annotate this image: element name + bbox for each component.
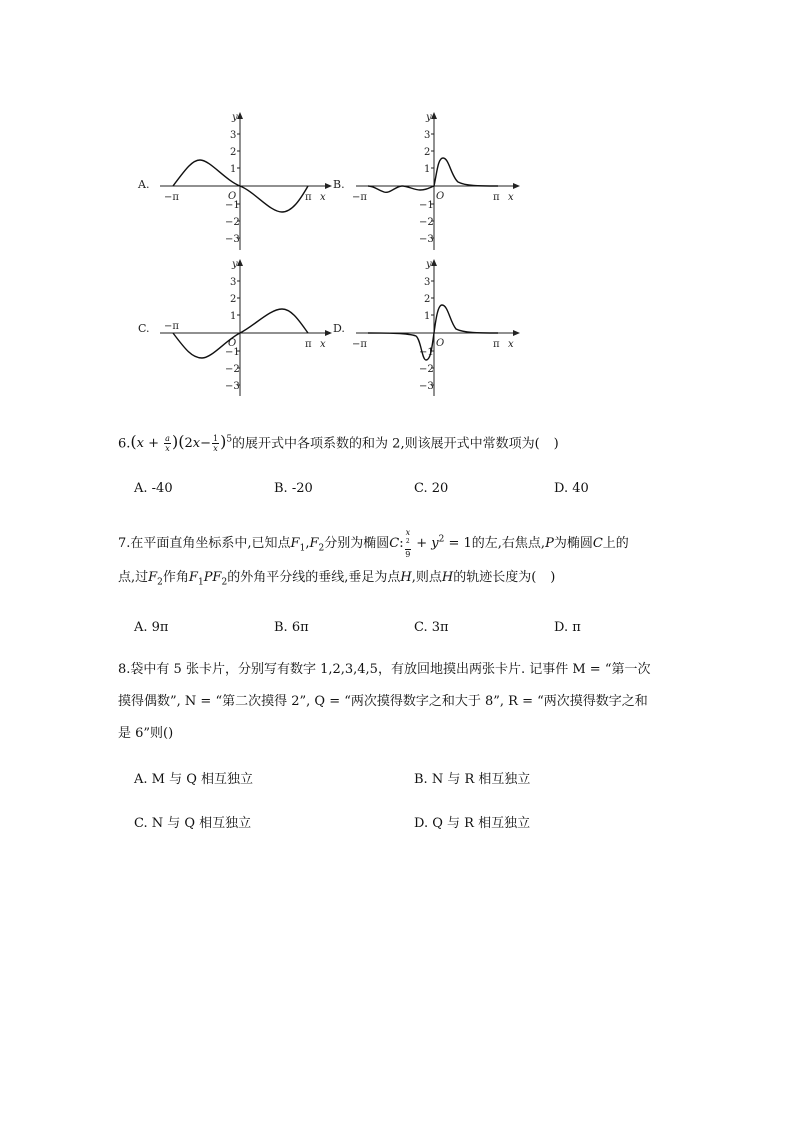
- graph-label: C.: [138, 322, 150, 335]
- origin-label: O: [436, 338, 445, 349]
- text-segment: 点,过: [118, 570, 149, 585]
- q7-option-a[interactable]: A. 9π: [134, 620, 169, 635]
- question-6: [118, 430, 559, 454]
- text-segment: 则点: [415, 570, 442, 585]
- question-8-line-1: 8.袋中有 5 张卡片，分别写有数字 1,2,3,4,5，有放回地摸出两张卡片. 记事件 M = “第一次: [118, 662, 651, 677]
- tick-label: −2: [225, 364, 240, 375]
- tick-label: 1: [230, 311, 237, 322]
- tick-label: 2: [230, 147, 237, 158]
- q8-option-b[interactable]: B. N 与 R 相互独立: [414, 772, 531, 787]
- text-segment: 上的: [602, 535, 629, 551]
- question-7-line-1: 7.在平面直角坐标系中,已知点$F_1,F_2$分别为椭圆C: x $^2$ 9 + $y^2 = 1$的左,右焦点,P为椭圆C上的: [118, 528, 629, 559]
- origin-label: O: [228, 338, 237, 349]
- pos-pi-label: π: [305, 192, 312, 203]
- tick-label: 1: [230, 164, 237, 175]
- tick-label: −3: [419, 234, 434, 245]
- pos-pi-label: π: [493, 339, 500, 350]
- graph-c-svg: [130, 256, 330, 401]
- question-8-line-3: 是 6”则(): [118, 726, 174, 741]
- tick-label: −3: [225, 234, 240, 245]
- paren-close: ): [553, 436, 559, 452]
- function-curve: [368, 158, 498, 192]
- tick-label: 2: [424, 294, 431, 305]
- tick-label: 1: [424, 311, 431, 322]
- question-number: 6.: [118, 436, 131, 452]
- tick-label: −1: [419, 200, 434, 211]
- origin-label: O: [436, 191, 445, 202]
- graph-label: A.: [138, 178, 150, 191]
- y-label: y: [426, 259, 432, 270]
- question-7-line-2: 点,过$F_2$作角$F_1PF_2$的外角平分线的垂线,垂足为点H,则点H的轨迹长度为( ): [118, 570, 556, 588]
- question-8-line-2: 摸得偶数”, N = “第二次摸得 2”, Q = “两次摸得数字之和大于 8”, R = “两次摸得数字之和: [118, 694, 648, 709]
- text-segment: 为椭圆: [553, 535, 593, 551]
- q8-option-a[interactable]: A. M 与 Q 相互独立: [134, 772, 254, 787]
- graph-option-b: [328, 110, 528, 259]
- x-label: x: [508, 192, 514, 203]
- tick-label: −2: [225, 217, 240, 228]
- q7-option-b[interactable]: B. 6π: [274, 620, 309, 635]
- text-segment: 的左,右焦点,: [471, 535, 546, 551]
- x-label: x: [320, 339, 326, 350]
- neg-pi-label: −π: [164, 192, 179, 203]
- x-arrow: [513, 183, 520, 189]
- y-label: y: [426, 112, 432, 123]
- y-arrow: [237, 112, 243, 119]
- neg-pi-label: −π: [352, 192, 367, 203]
- origin-label: O: [228, 191, 237, 202]
- text-segment: 分别为椭圆: [324, 535, 390, 551]
- text-segment: 在平面直角坐标系中,已知点: [130, 535, 291, 551]
- q7-option-d[interactable]: D. π: [554, 620, 581, 635]
- y-arrow: [431, 259, 437, 266]
- graph-option-d: [328, 256, 528, 405]
- graph-a-svg: [130, 110, 330, 255]
- tick-label: 2: [230, 294, 237, 305]
- tick-label: 3: [424, 130, 431, 141]
- y-arrow: [237, 259, 243, 266]
- q6-option-c[interactable]: C. 20: [414, 481, 449, 496]
- expression: (x + $\frac{a}{x}$ )(2x− $\frac{1}{x}$ )$^5$: [130, 432, 233, 454]
- neg-pi-label: −π: [352, 339, 367, 350]
- neg-pi-label: −π: [164, 321, 179, 332]
- tick-label: −3: [225, 381, 240, 392]
- tick-label: 2: [424, 147, 431, 158]
- tick-label: −1: [225, 200, 240, 211]
- tick-label: 3: [230, 130, 237, 141]
- q8-option-d[interactable]: D. Q 与 R 相互独立: [414, 816, 531, 831]
- x-arrow: [513, 330, 520, 336]
- tick-label: 1: [424, 164, 431, 175]
- text-segment: 的外角平分线的垂线,垂足为点: [227, 570, 401, 585]
- tick-label: −1: [419, 347, 434, 358]
- x-label: x: [320, 192, 326, 203]
- tick-label: −2: [419, 364, 434, 375]
- question-number: 7.: [118, 535, 131, 551]
- paren-close: ): [550, 570, 556, 585]
- graph-option-a: [130, 110, 330, 259]
- text-segment: 的轨迹长度为(: [453, 570, 537, 585]
- q6-option-a[interactable]: A. -40: [134, 481, 173, 496]
- graph-d-svg: [328, 256, 528, 401]
- tick-label: −2: [419, 217, 434, 228]
- q6-option-d[interactable]: D. 40: [554, 481, 589, 496]
- q8-option-c[interactable]: C. N 与 Q 相互独立: [134, 816, 252, 831]
- x-label: x: [508, 339, 514, 350]
- tick-label: −3: [419, 381, 434, 392]
- graph-label: B.: [333, 178, 345, 191]
- graph-option-c: [130, 256, 330, 405]
- graph-label: D.: [333, 322, 345, 335]
- text-segment: 作角: [162, 570, 189, 585]
- pos-pi-label: π: [493, 192, 500, 203]
- pos-pi-label: π: [305, 339, 312, 350]
- y-arrow: [431, 112, 437, 119]
- y-label: y: [232, 259, 238, 270]
- tick-label: −1: [225, 347, 240, 358]
- q7-option-c[interactable]: C. 3π: [414, 620, 449, 635]
- y-label: y: [232, 112, 238, 123]
- tick-label: 3: [230, 277, 237, 288]
- q6-option-b[interactable]: B. -20: [274, 481, 313, 496]
- graph-b-svg: [328, 110, 528, 255]
- question-text: 的展开式中各项系数的和为 2,则该展开式中常数项为(: [232, 436, 540, 452]
- tick-label: 3: [424, 277, 431, 288]
